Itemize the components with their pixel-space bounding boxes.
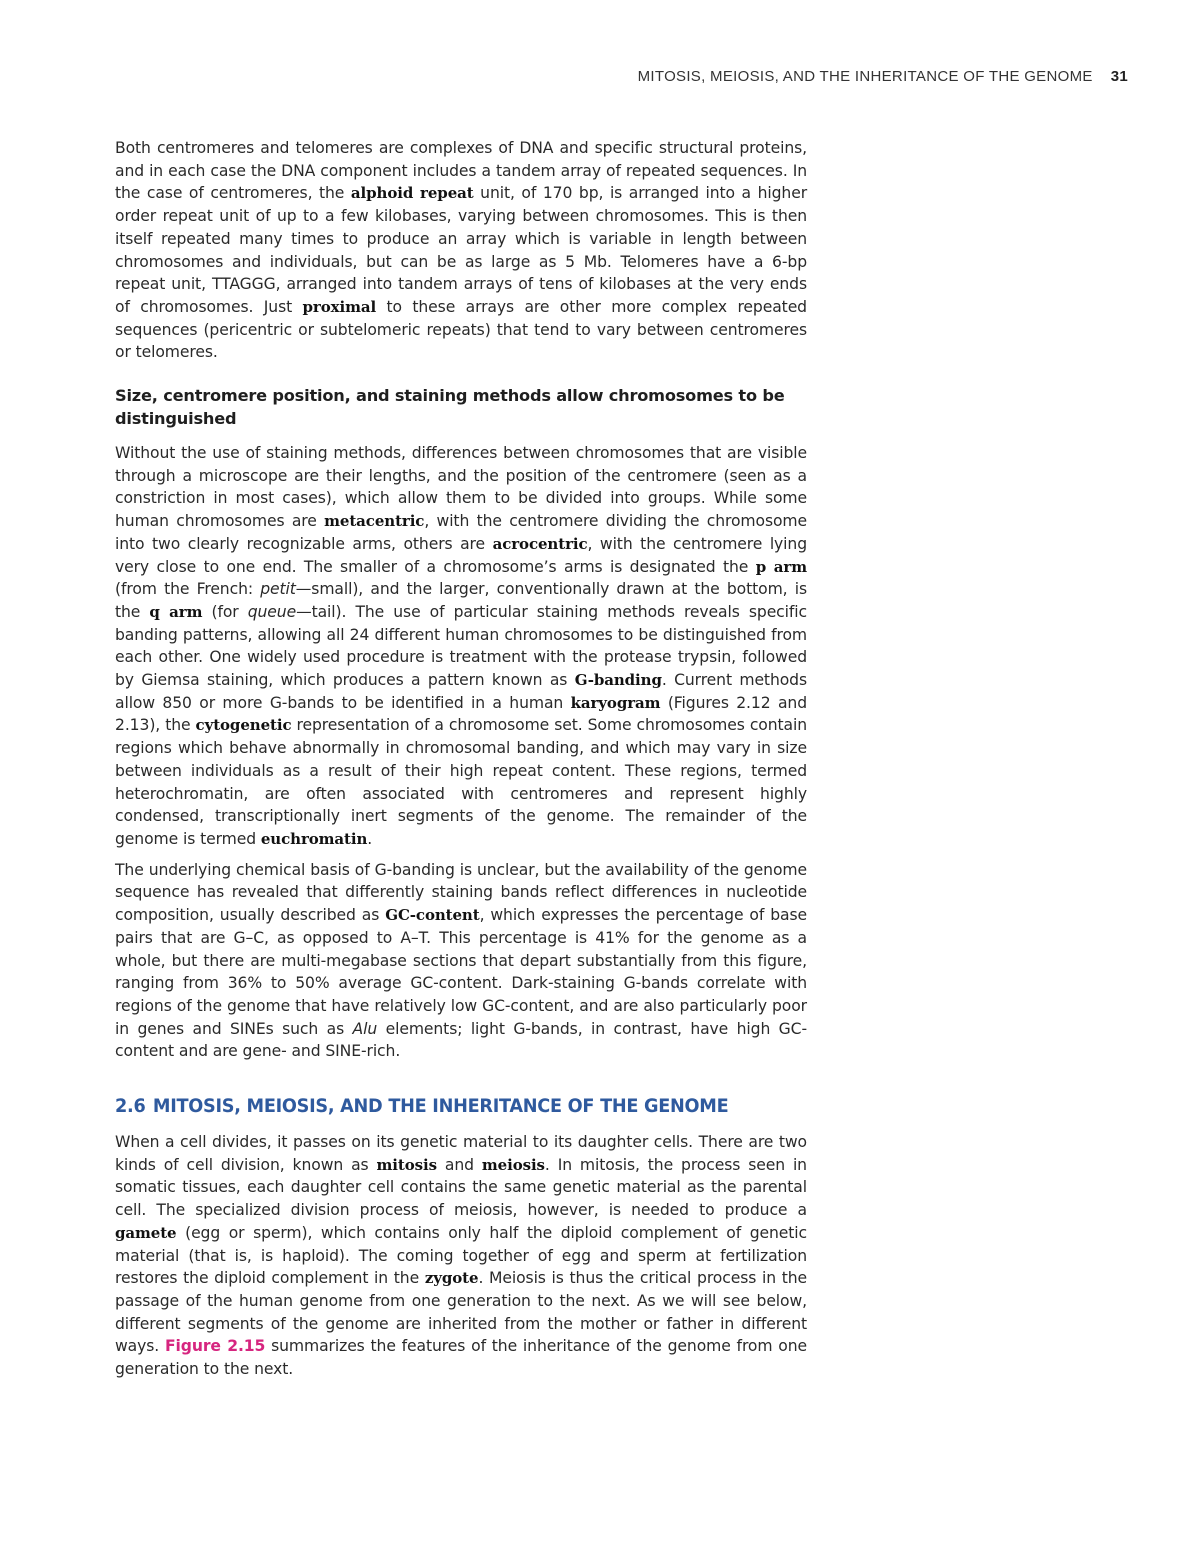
running-title: MITOSIS, MEIOSIS, AND THE INHERITANCE OF THE GENOME [637,68,1093,85]
italic-queue: queue [247,602,297,621]
text-run: . Current methods allow 850 or more G-bands to be identified in a human [115,671,807,712]
text-run: (for [202,602,248,621]
text-run: elements; light G-bands, in contrast, have high GC-content and are gene- and SINE-rich. [115,1019,807,1061]
text-run: . Meiosis is thus the critical process in the passage of the human genome from one generation to the next. As we will see below, different segments of the genome are inherited from the mother or father in different ways. [115,1269,807,1356]
key-term-acrocentric: acrocentric [492,534,588,553]
running-head [638,68,1128,85]
key-term-q-arm: q arm [149,602,203,621]
paragraph-gc-content [115,859,807,1063]
paragraph-cell-division [115,1131,807,1381]
key-term-metacentric: metacentric [324,512,425,531]
italic-alu: Alu [352,1019,378,1038]
text-run: , which expresses the percentage of base pairs that are G–C, as opposed to A–T. This percentage is 41% for the genome as a whole, but there are multi-megabase sections that depart substantially from this figure, ranging from 36% to 50% average GC-content. Dark-staining G-bands correlate with regions of the genome that have relatively low GC-content, and are also particularly poor in genes and SINEs such as [115,906,807,1038]
text-column [115,137,807,1381]
page-number: 31 [1110,68,1128,85]
section-title: MITOSIS, MEIOSIS, AND THE INHERITANCE OF THE GENOME [152,1095,729,1118]
key-term-alphoid-repeat: alphoid repeat [350,184,474,203]
text-run: . [367,829,373,848]
text-run: The underlying chemical basis of G-banding is unclear, but the availability of the genome sequence has revealed that differently staining bands reflect differences in nucleotide composition, usually described as [115,860,807,925]
text-run: , with the centromere lying very close to one end. The smaller of a chromosome’s arms is designated the [115,534,807,576]
text-run: to these arrays are other more complex repeated sequences (pericentric or subtelomeric repeats) that tend to vary between centromeres or telomeres. [115,297,807,362]
text-run: summarizes the features of the inheritance of the genome from one generation to the next. [115,1337,807,1379]
text-run: unit, of 170 bp, is arranged into a higher order repeat unit of up to a few kilobases, varying between chromosomes. This is then itself repeated many times to produce an array which is variable in length between chromosomes and individuals, but can be as large as 5 Mb. Telomeres have a 6-bp repeat unit, TTAGGG, arranged into tandem arrays of tens of kilobases at the very ends of chromosomes. Just [115,184,808,316]
text-run: —small), and the larger, conventionally drawn at the bottom, is the [115,580,807,621]
text-run: representation of a chromosome set. Some chromosomes contain regions which behave abnormally in chromosomal banding, and which may vary in size between individuals as a result of their high repeat content. These regions, termed heterochromatin, are often associated with centromeres and represent highly condensed, transcriptionally inert segments of the genome. The remainder of the genome is termed [115,716,807,848]
key-term-proximal: proximal [302,297,377,316]
key-term-karyogram: karyogram [570,693,661,712]
text-run: Without the use of staining methods, differences between chromosomes that are visible through a microscope are their lengths, and the position of the centromere (seen as a constriction in most cases), which allow them to be divided into groups. While some human chromosomes are [115,444,807,531]
key-term-mitosis: mitosis [376,1155,437,1174]
key-term-cytogenetic: cytogenetic [195,716,292,735]
text-run: (Figures 2.12 and 2.13), the [115,693,807,735]
figure-reference-link[interactable]: Figure 2.15 [164,1337,266,1356]
paragraph-centromeres-telomeres [115,137,807,364]
text-run: . In mitosis, the process seen in somatic tissues, each daughter cell contains the same genetic material as the parental cell. The specialized division process of meiosis, however, is needed to produce a [115,1155,807,1220]
text-run: (egg or sperm), which contains only half the diploid complement of genetic material (that is, is haploid). The coming together of egg and sperm at fertilization restores the diploid complement in the [115,1223,807,1288]
key-term-meiosis: meiosis [481,1155,545,1174]
text-run: —tail). The use of particular staining methods reveals specific banding patterns, allowing all 24 different human chromosomes to be distinguished from each other. One widely used procedure is treatment with the protease trypsin, followed by Giemsa staining, which produces a pattern known as [115,602,807,690]
text-run: , with the centromere dividing the chromosome into two clearly recognizable arms, others are [115,512,808,553]
section-number: 2.6 [115,1095,146,1118]
paragraph-staining-methods [115,442,807,851]
key-term-zygote: zygote [424,1269,479,1288]
italic-petit: petit [260,580,296,599]
key-term-g-banding: G-banding [574,671,662,690]
text-run: When a cell divides, it passes on its genetic material to its daughter cells. There are two kinds of cell division, known as [115,1133,807,1174]
section-heading [115,1093,759,1119]
key-term-gc-content: GC-content [385,906,480,925]
key-term-euchromatin: euchromatin [260,829,368,848]
text-run: (from the French: [115,580,261,599]
text-run: and [436,1155,482,1174]
text-run: Both centromeres and telomeres are complexes of DNA and specific structural proteins, and in each case the DNA component includes a tandem array of repeated sequences. In the case of centromeres, the [115,139,807,203]
subheading: Size, centromere position, and staining methods allow chromosomes to be distinguished [115,386,785,429]
key-term-p-arm: p arm [755,557,807,576]
key-term-gamete: gamete [115,1223,177,1242]
